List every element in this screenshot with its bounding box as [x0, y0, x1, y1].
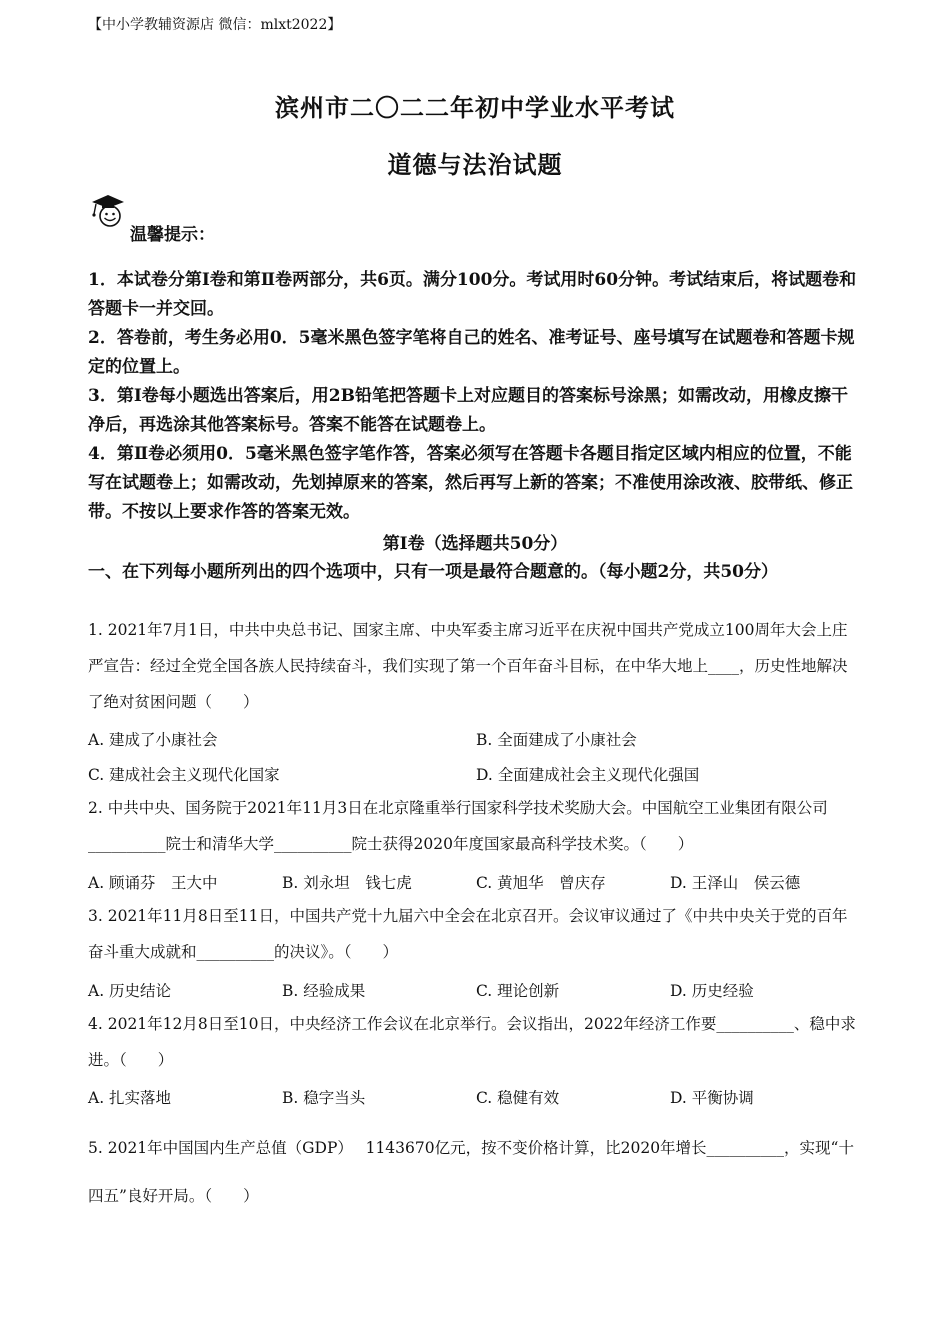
- exam-title: 滨州市二〇二二年初中学业水平考试: [275, 93, 675, 122]
- option-a: A. 历史结论: [88, 982, 172, 1000]
- exam-subtitle: 道德与法治试题: [387, 150, 563, 179]
- option-d: D. 平衡协调: [670, 1089, 754, 1107]
- tips-label: 温馨提示：: [130, 225, 215, 245]
- option-c: C. 理论创新: [476, 982, 560, 1000]
- tip-item: 2．答卷前，考生务必用0．5毫米黑色签字笔将自己的姓名、准考证号、座号填写在试题卷和答题卡规定的位置上。: [88, 328, 855, 377]
- option-d: D. 全面建成社会主义现代化强国: [476, 766, 700, 784]
- option-c: C. 黄旭华 曾庆存: [476, 874, 606, 892]
- header-tag: 【中小学教辅资源店 微信：mlxt2022】: [88, 17, 342, 33]
- question-stem: 1. 2021年7月1日，中共中央总书记、国家主席、中央军委主席习近平在庆祝中国共产党成立100周年大会上庄严宣告：经过全党全国各族人民持续奋斗，我们实现了第一个百年奋斗目标，在中华大地上____，历史性地解决了绝对贫困问题（ ）: [88, 621, 848, 711]
- question-stem: 5. 2021年中国国内生产总值（GDP） 1143670亿元，按不变价格计算，比2020年增长__________，实现“十四五”良好开局。（ ）: [88, 1139, 854, 1205]
- option-c: C. 稳健有效: [476, 1089, 560, 1107]
- option-d: D. 王泽山 侯云德: [670, 874, 801, 892]
- option-a: A. 顾诵芬 王大中: [88, 874, 218, 892]
- tip-item: 1．本试卷分第Ⅰ卷和第Ⅱ卷两部分，共6页。满分100分。考试用时60分钟。考试结束后，将试题卷和答题卡一并交回。: [88, 270, 857, 319]
- option-b: B. 全面建成了小康社会: [476, 731, 637, 749]
- option-b: B. 经验成果: [282, 982, 366, 1000]
- question-stem: 4. 2021年12月8日至10日，中央经济工作会议在北京举行。会议指出，2022年经济工作要__________、稳中求进。（ ）: [88, 1015, 856, 1069]
- option-a: A. 扎实落地: [88, 1089, 172, 1107]
- section-instruction: 一、在下列每小题所列出的四个选项中，只有一项是最符合题意的。（每小题2分，共50分）: [88, 562, 778, 582]
- option-b: B. 刘永坦 钱七虎: [282, 874, 412, 892]
- question-stem: 3. 2021年11月8日至11日，中国共产党十九届六中全会在北京召开。会议审议通过了《中共中央关于党的百年奋斗重大成就和__________的决议》。（ ）: [88, 907, 848, 961]
- option-a: A. 建成了小康社会: [88, 731, 218, 749]
- smiley-graduate-icon: [88, 192, 128, 232]
- tip-item: 4．第Ⅱ卷必须用0．5毫米黑色签字笔作答，答案必须写在答题卡各题目指定区域内相应的位置，不能写在试题卷上；如需改动，先划掉原来的答案，然后再写上新的答案；不准使用涂改液、胶带纸、修正带。不按以上要求作答的答案无效。: [88, 444, 853, 522]
- section-title: 第Ⅰ卷（选择题共50分）: [382, 534, 568, 554]
- tip-item: 3．第Ⅰ卷每小题选出答案后，用2B铅笔把答题卡上对应题目的答案标号涂黑；如需改动，用橡皮擦干净后，再选涂其他答案标号。答案不能答在试题卷上。: [88, 386, 848, 435]
- option-d: D. 历史经验: [670, 982, 754, 1000]
- question-stem: 2. 中共中央、国务院于2021年11月3日在北京隆重举行国家科学技术奖励大会。中国航空工业集团有限公司__________院士和清华大学__________院士获得2020年度国家最高科学技术奖。（ ）: [88, 799, 828, 853]
- option-c: C. 建成社会主义现代化国家: [88, 766, 280, 784]
- option-b: B. 稳字当头: [282, 1089, 366, 1107]
